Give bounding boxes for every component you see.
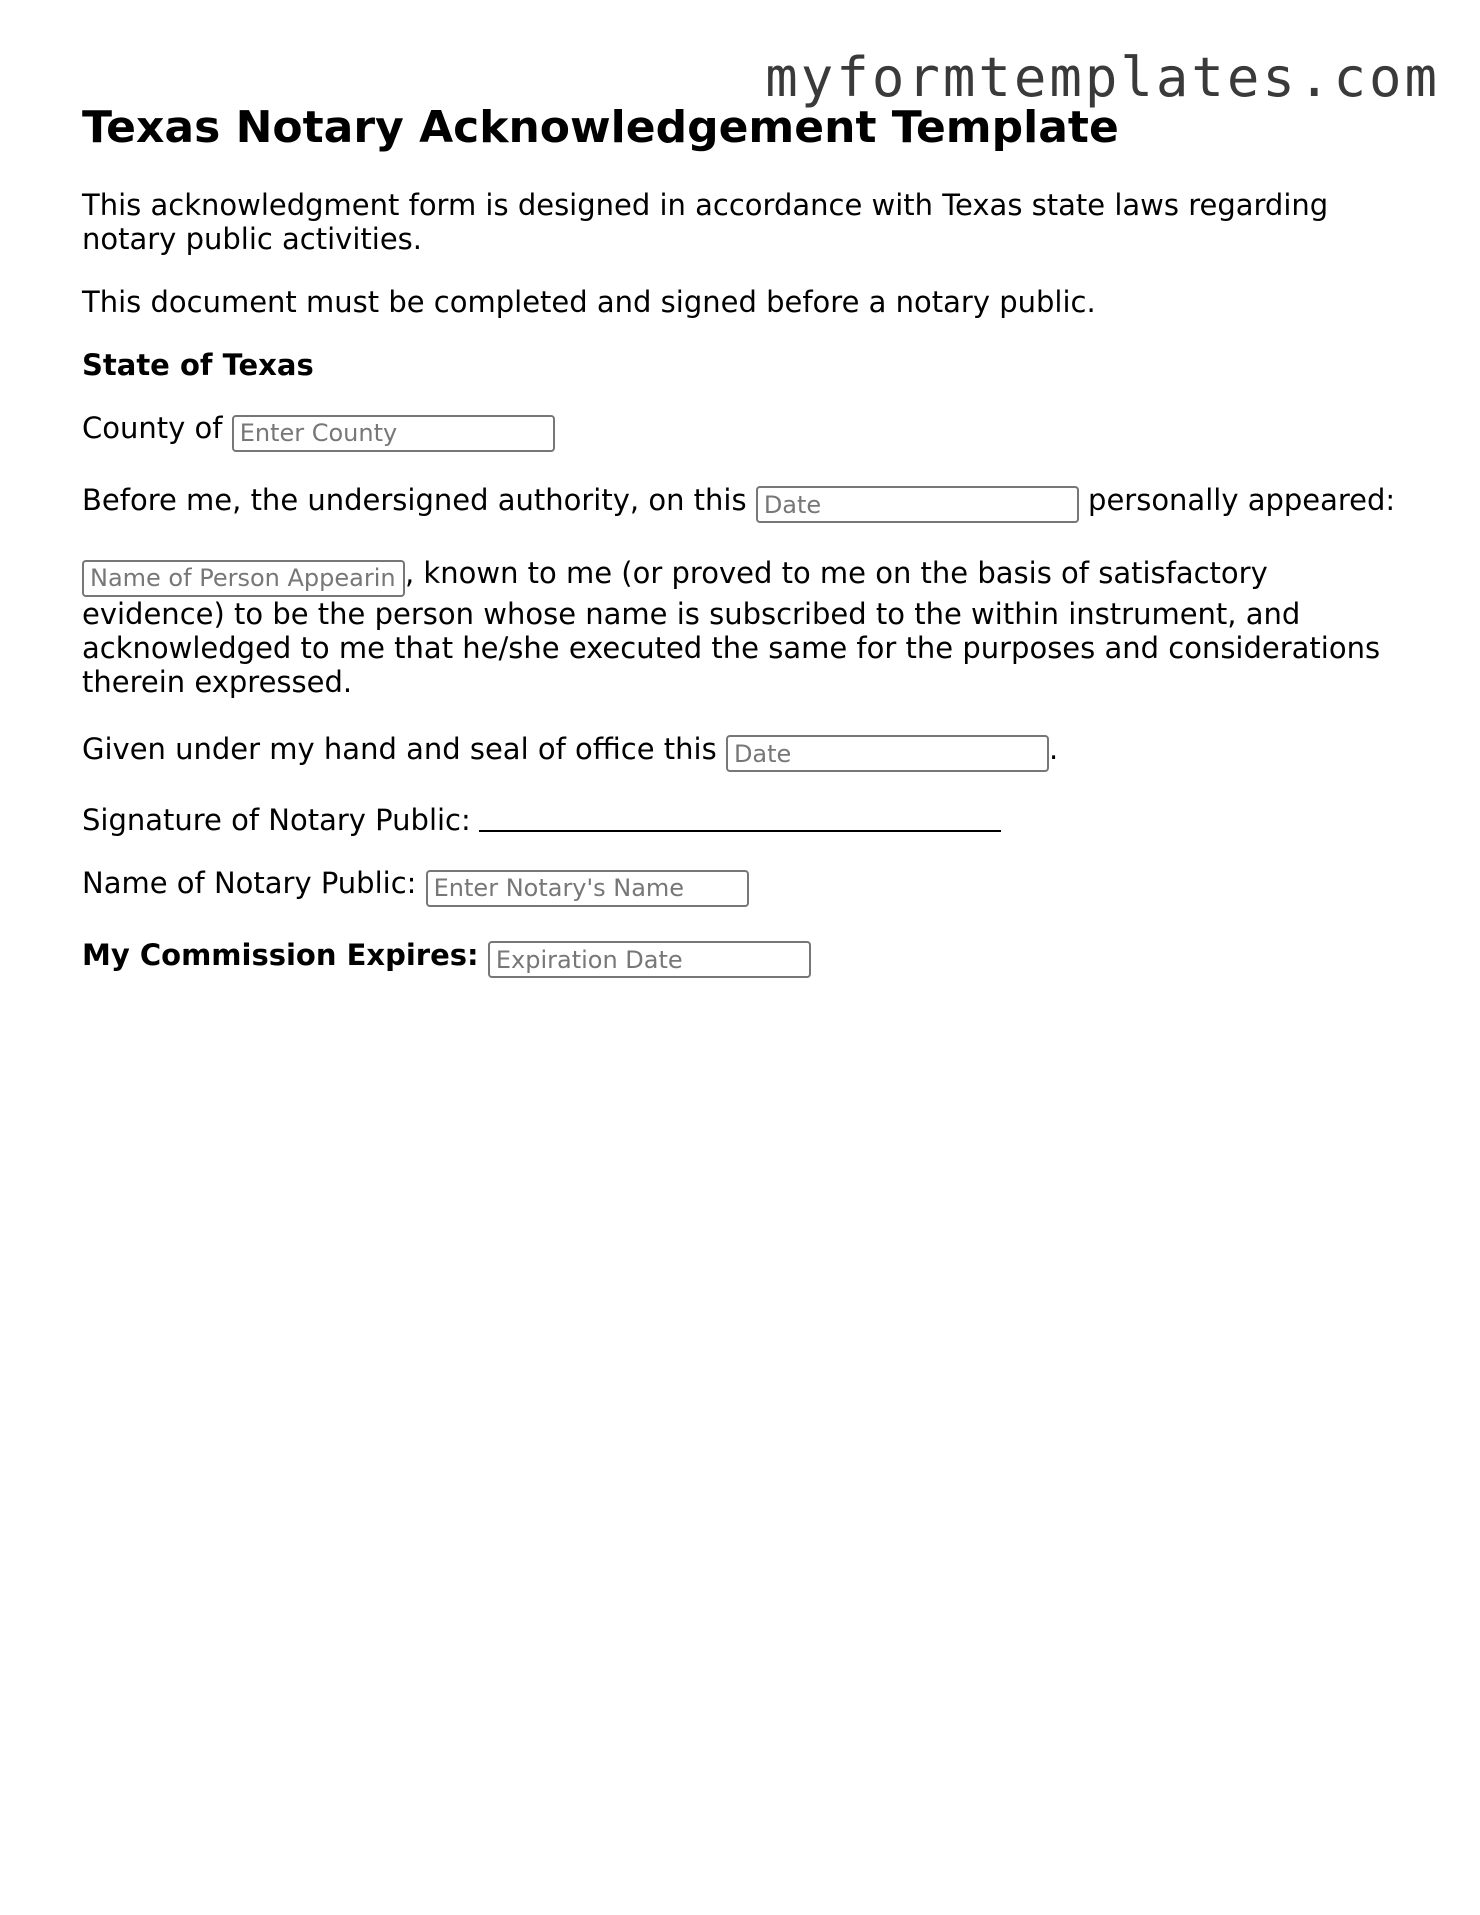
page-title: Texas Notary Acknowledgement Template bbox=[82, 102, 1119, 153]
watermark: myformtemplates.com bbox=[765, 46, 1440, 109]
notary-name-label: Name of Notary Public: bbox=[82, 866, 417, 900]
signature-line bbox=[82, 803, 1412, 837]
signature-blank[interactable] bbox=[479, 806, 1001, 832]
county-label: County of bbox=[82, 411, 223, 445]
given-prefix: Given under my hand and seal of office this bbox=[82, 731, 717, 766]
appearance-date-input[interactable] bbox=[756, 486, 1079, 523]
state-heading: State of Texas bbox=[82, 348, 314, 382]
signature-label: Signature of Notary Public: bbox=[82, 803, 471, 837]
appearance-prefix: Before me, the undersigned authority, on this bbox=[82, 482, 747, 517]
commission-expiration-input[interactable] bbox=[488, 941, 811, 978]
given-line bbox=[82, 732, 1412, 773]
intro-paragraph: This acknowledgment form is designed in accordance with Texas state laws regarding notary public activities. bbox=[82, 188, 1329, 256]
county-input[interactable] bbox=[232, 415, 555, 452]
commission-label: My Commission Expires: bbox=[82, 937, 479, 972]
document-body bbox=[82, 100, 1412, 978]
notary-name-input[interactable] bbox=[426, 870, 749, 907]
person-paragraph bbox=[82, 556, 1412, 699]
notary-name-line bbox=[82, 866, 1412, 907]
person-statement: , known to me (or proved to me on the basis of satisfactory evidence) to be the person whose name is subscribed to the within instrument, and acknowledged to me that he/she executed the same for the purposes and considerations therein expressed. bbox=[82, 556, 1381, 699]
commission-line bbox=[82, 938, 1412, 979]
given-suffix: . bbox=[1048, 731, 1059, 766]
appearance-suffix: personally appeared: bbox=[1088, 482, 1396, 517]
appearance-line bbox=[82, 483, 1412, 524]
person-name-input[interactable] bbox=[82, 560, 405, 597]
county-line bbox=[82, 411, 1412, 452]
given-date-input[interactable] bbox=[726, 735, 1049, 772]
instruction-paragraph: This document must be completed and signed before a notary public. bbox=[82, 285, 1096, 319]
